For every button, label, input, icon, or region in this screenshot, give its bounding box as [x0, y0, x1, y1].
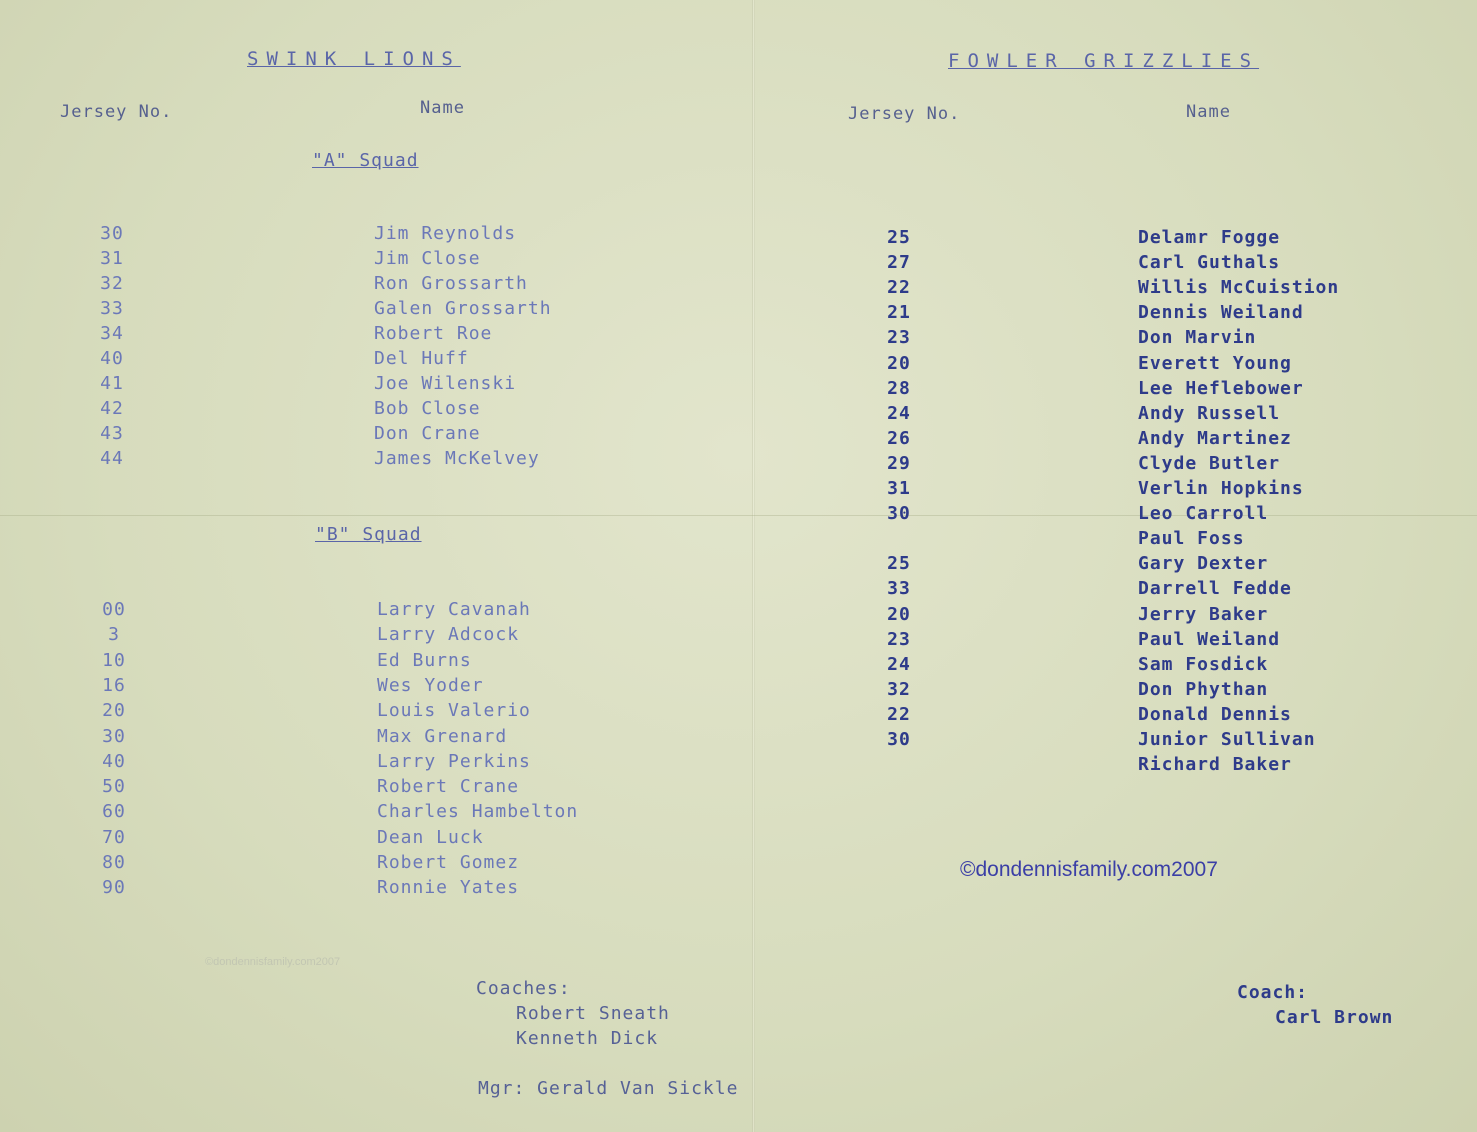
player-name: Bob Close: [374, 398, 481, 419]
jersey-number: 90: [102, 877, 126, 899]
player-name: Andy Russell: [1138, 402, 1281, 424]
squad-b-label: "B" Squad: [315, 524, 422, 545]
player-name: Darrell Fedde: [1138, 578, 1292, 600]
jersey-number: 40: [102, 750, 126, 772]
player-name: Junior Sullivan: [1138, 729, 1316, 750]
jersey-number: 00: [102, 599, 126, 620]
player-name: Ed Burns: [377, 649, 472, 671]
player-name: James McKelvey: [374, 448, 540, 469]
player-name: Charles Hambelton: [377, 801, 579, 823]
player-name: Del Huff: [374, 348, 469, 369]
jersey-number: 30: [887, 503, 911, 525]
left-coach-1: Robert Sneath: [516, 1003, 670, 1024]
player-name: Robert Gomez: [377, 852, 520, 873]
player-name: Verlin Hopkins: [1138, 478, 1304, 499]
player-name: Sam Fosdick: [1138, 653, 1269, 675]
player-name: Paul Foss: [1138, 528, 1245, 550]
player-name: Larry Adcock: [377, 624, 520, 646]
jersey-number: 10: [102, 649, 126, 671]
jersey-number: 50: [102, 776, 126, 798]
jersey-number: 32: [887, 678, 911, 700]
player-name: Louis Valerio: [377, 700, 531, 722]
jersey-number: 16: [102, 674, 126, 696]
player-name: Don Crane: [374, 423, 481, 444]
jersey-number: 3: [108, 624, 120, 646]
jersey-number: 60: [102, 801, 126, 823]
jersey-number: 22: [887, 277, 911, 299]
player-name: Delamr Fogge: [1138, 227, 1281, 248]
player-name: Dean Luck: [377, 826, 484, 848]
player-name: Ronnie Yates: [377, 877, 520, 899]
jersey-number: 22: [887, 703, 911, 725]
right-name-header: Name: [1186, 102, 1231, 122]
jersey-number: 42: [100, 398, 124, 419]
jersey-number: 33: [887, 578, 911, 600]
player-name: Ron Grossarth: [374, 273, 528, 294]
left-manager: Mgr: Gerald Van Sickle: [478, 1078, 739, 1099]
jersey-number: 31: [100, 248, 124, 269]
jersey-number: 25: [887, 227, 911, 248]
player-name: Clyde Butler: [1138, 452, 1281, 474]
jersey-number: 21: [887, 302, 911, 324]
left-team-title: SWINK LIONS: [247, 48, 461, 70]
player-name: Jerry Baker: [1138, 603, 1269, 625]
jersey-number: 20: [887, 352, 911, 374]
jersey-number: 44: [100, 448, 124, 469]
player-name: Donald Dennis: [1138, 703, 1292, 725]
player-name: Don Phythan: [1138, 678, 1269, 700]
jersey-number: 23: [887, 628, 911, 650]
player-name: Max Grenard: [377, 725, 508, 747]
player-name: Jim Reynolds: [374, 223, 517, 244]
player-name: Everett Young: [1138, 352, 1292, 374]
left-coach-2: Kenneth Dick: [516, 1028, 659, 1049]
player-name: Gary Dexter: [1138, 553, 1269, 575]
jersey-number: 23: [887, 327, 911, 349]
player-name: Dennis Weiland: [1138, 302, 1304, 324]
jersey-number: 40: [100, 348, 124, 369]
player-name: Leo Carroll: [1138, 503, 1269, 525]
player-name: Joe Wilenski: [374, 373, 517, 394]
right-team-title: FOWLER GRIZZLIES: [948, 50, 1260, 72]
jersey-number: 28: [887, 377, 911, 399]
jersey-number: 30: [100, 223, 124, 244]
right-coach: Carl Brown: [1275, 1007, 1394, 1028]
player-name: Carl Guthals: [1138, 252, 1281, 274]
jersey-number: 27: [887, 252, 911, 274]
jersey-number: 20: [102, 700, 126, 722]
player-name: Willis McCuistion: [1138, 277, 1340, 299]
watermark-small: ©dondennisfamily.com2007: [205, 956, 341, 968]
left-name-header: Name: [420, 98, 465, 118]
player-name: Larry Cavanah: [377, 599, 531, 620]
player-name: Wes Yoder: [377, 674, 484, 696]
jersey-number: 34: [100, 323, 124, 344]
player-name: Paul Weiland: [1138, 628, 1281, 650]
right-coach-label: Coach:: [1237, 982, 1309, 1003]
jersey-number: 25: [887, 553, 911, 575]
jersey-number: 33: [100, 298, 124, 319]
player-name: Robert Roe: [374, 323, 493, 344]
jersey-number: 31: [887, 478, 911, 499]
watermark: ©dondennisfamily.com2007: [960, 858, 1218, 881]
jersey-number: 32: [100, 273, 124, 294]
jersey-number: 29: [887, 452, 911, 474]
player-name: Larry Perkins: [377, 750, 531, 772]
jersey-number: 30: [887, 729, 911, 750]
jersey-number: 24: [887, 653, 911, 675]
player-name: Jim Close: [374, 248, 481, 269]
player-name: Richard Baker: [1138, 754, 1292, 776]
player-name: Galen Grossarth: [374, 298, 552, 319]
player-name: Don Marvin: [1138, 327, 1257, 349]
player-name: Lee Heflebower: [1138, 377, 1304, 399]
left-coaches-label: Coaches:: [476, 978, 571, 999]
player-name: Robert Crane: [377, 776, 520, 798]
jersey-number: 43: [100, 423, 124, 444]
paper-fold: [752, 0, 755, 1132]
jersey-number: 70: [102, 826, 126, 848]
jersey-number: 30: [102, 725, 126, 747]
right-jersey-header: Jersey No.: [848, 104, 961, 124]
jersey-number: 24: [887, 402, 911, 424]
squad-a-label: "A" Squad: [312, 150, 419, 171]
left-jersey-header: Jersey No.: [60, 102, 173, 122]
jersey-number: 80: [102, 852, 126, 873]
jersey-number: 20: [887, 603, 911, 625]
jersey-number: 26: [887, 427, 911, 449]
player-name: Andy Martinez: [1138, 427, 1292, 449]
jersey-number: 41: [100, 373, 124, 394]
